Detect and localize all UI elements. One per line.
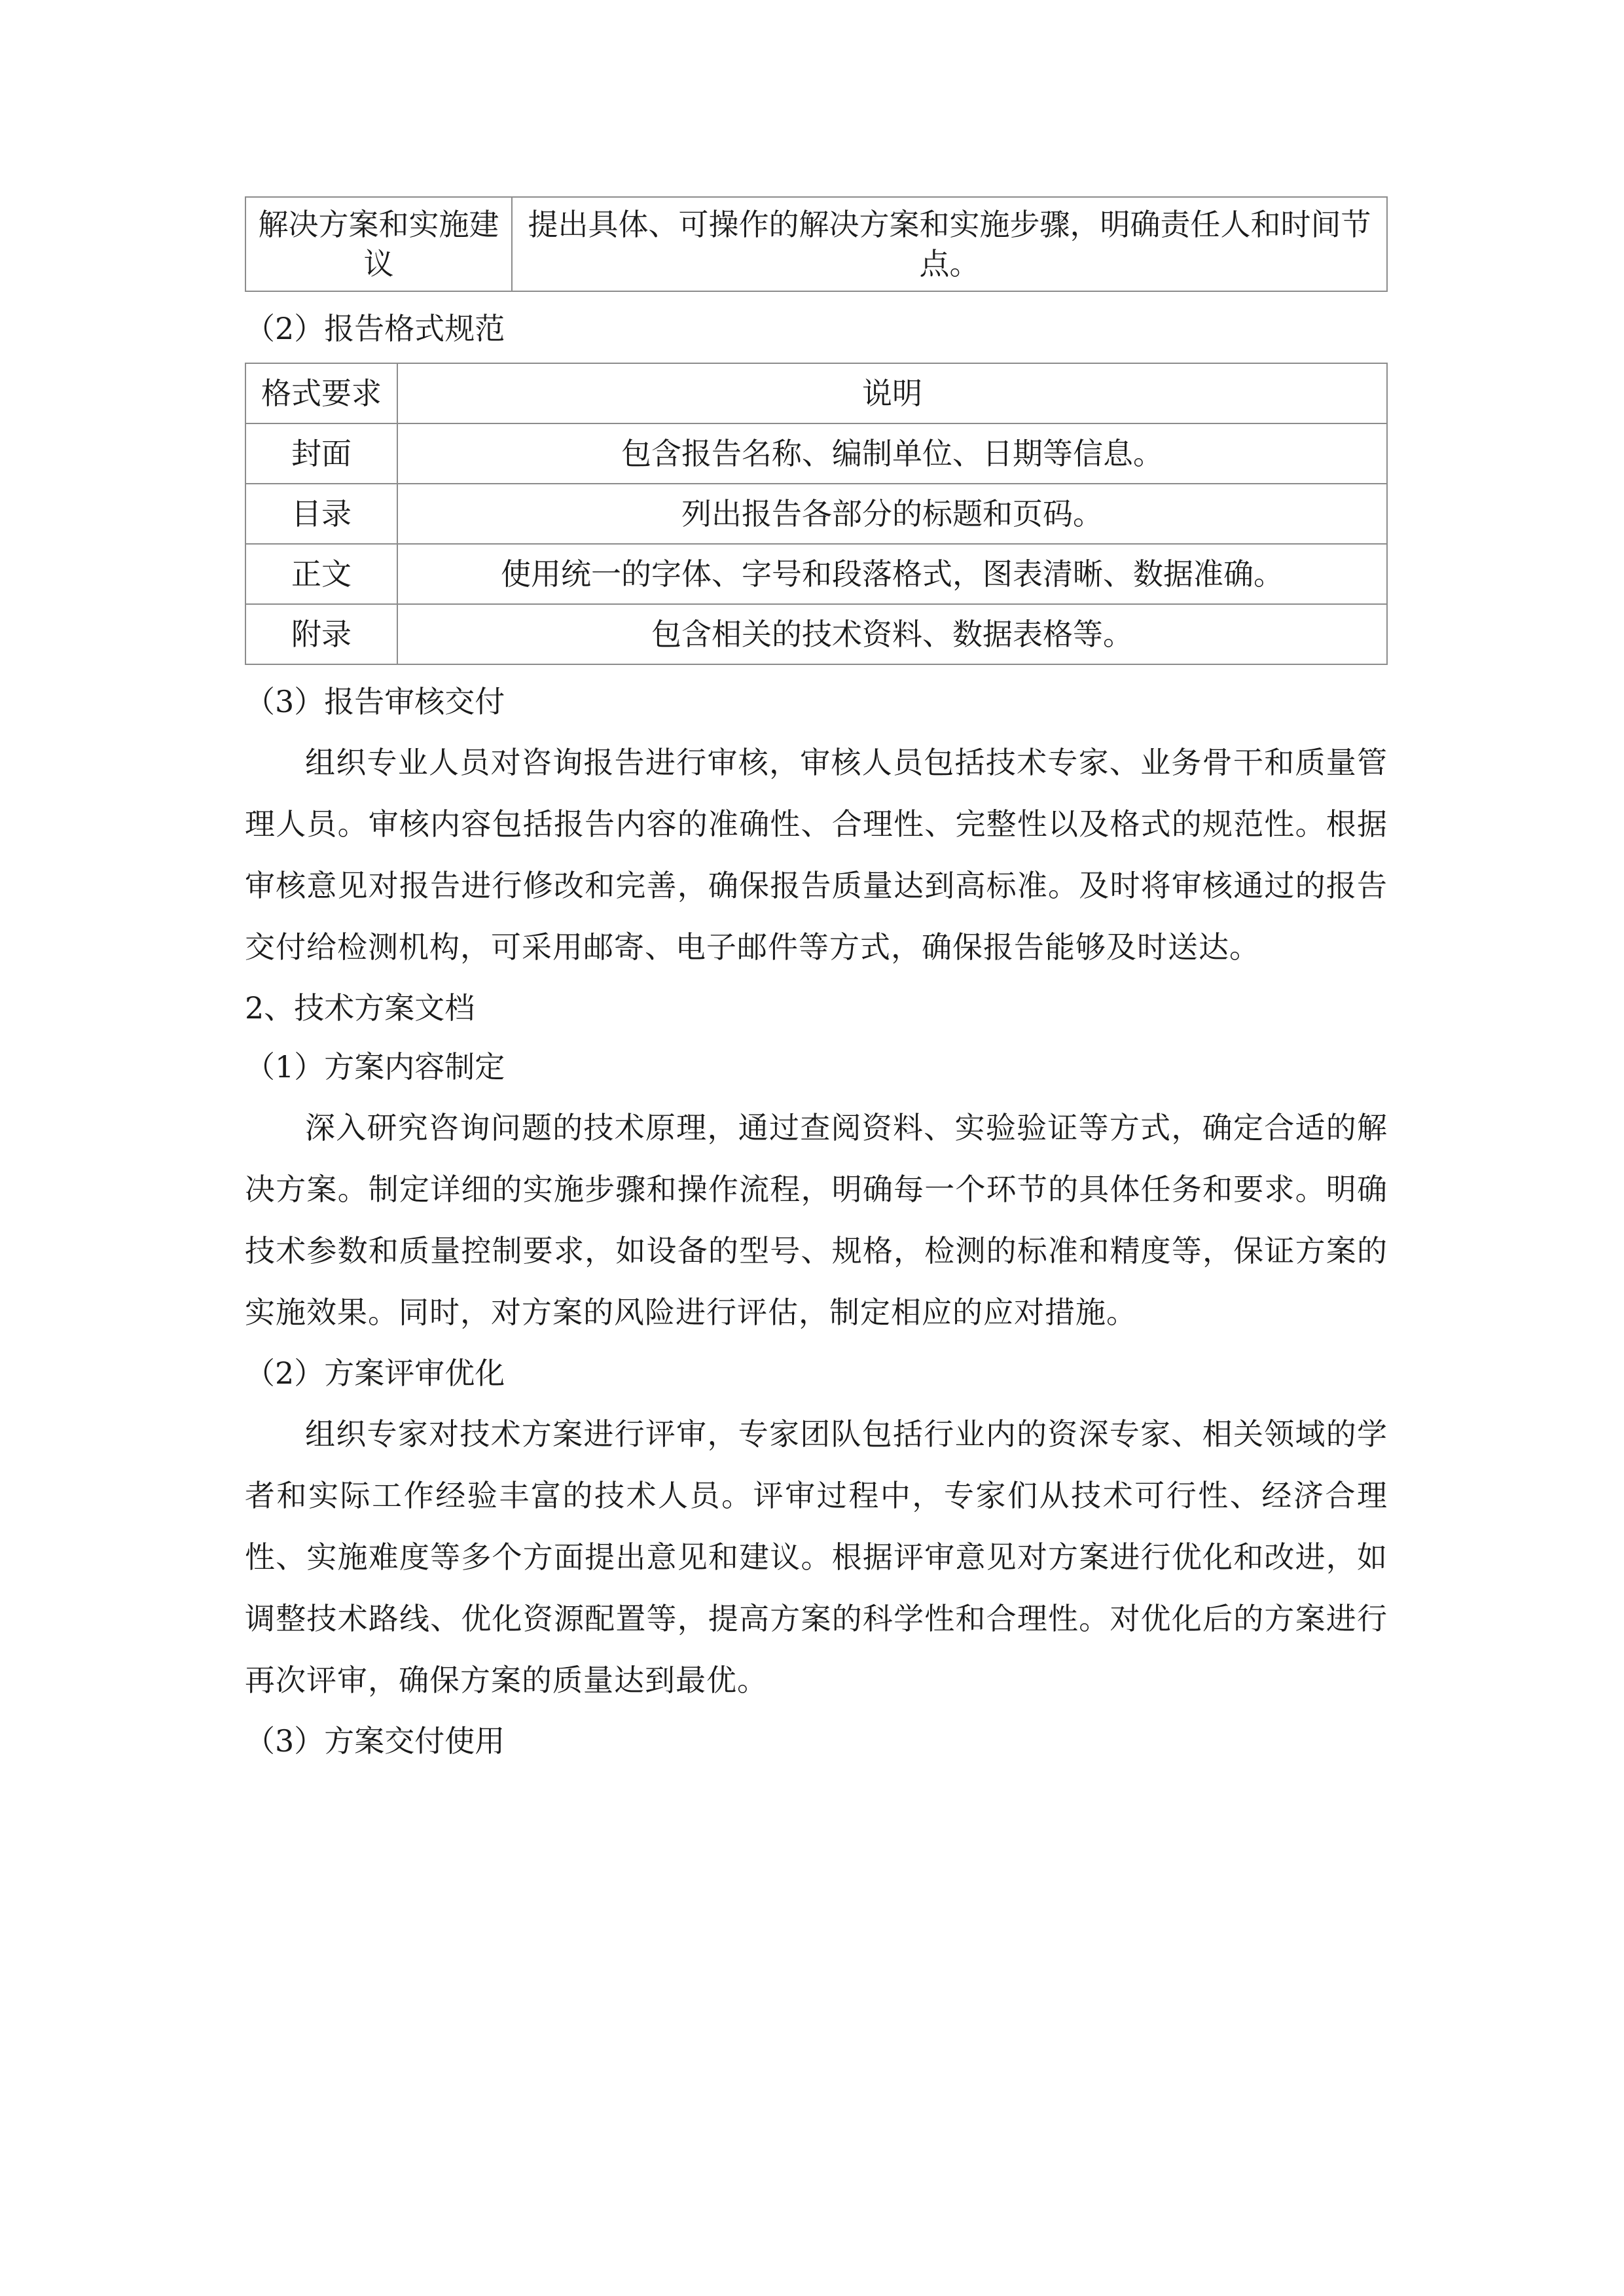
table-cell: 封面 (245, 423, 397, 484)
paragraph: 组织专家对技术方案进行评审，专家团队包括行业内的资深专家、相关领域的学者和实际工作经验丰富的技术人员。评审过程中，专家们从技术可行性、经济合理性、实施难度等多个方面提出意见和建议。根据评审意见对方案进行优化和改进，如调整技术路线、优化资源配置等，提高方案的科学性和合理性。对优化后的方案进行再次评审，确保方案的质量达到最优。 (245, 1416, 1388, 1698)
table-header-row (245, 363, 1387, 423)
format-table (245, 363, 1388, 665)
table-cell: 解决方案和实施建议 (245, 197, 512, 291)
table-cell: 包含相关的技术资料、数据表格等。 (397, 604, 1387, 664)
subsection-heading: （2）方案评审优化 (245, 1355, 505, 1391)
table-row (245, 484, 1387, 544)
table-cell: 正文 (245, 544, 397, 604)
table-cell: 列出报告各部分的标题和页码。 (397, 484, 1387, 544)
paragraph: 深入研究咨询问题的技术原理，通过查阅资料、实验验证等方式，确定合适的解决方案。制定详细的实施步骤和操作流程，明确每一个环节的具体任务和要求。明确技术参数和质量控制要求，如设备的型号、规格，检测的标准和精度等，保证方案的实施效果。同时，对方案的风险进行评估，制定相应的应对措施。 (245, 1110, 1388, 1330)
table-row (245, 423, 1387, 484)
table-header-cell: 格式要求 (245, 363, 397, 423)
document-page (245, 196, 1388, 1761)
subsection-heading: （3）方案交付使用 (245, 1723, 505, 1759)
part-heading: 2、技术方案文档 (245, 990, 475, 1026)
table-row (245, 604, 1387, 664)
subsection-heading: （1）方案内容制定 (245, 1049, 505, 1085)
table-cell: 目录 (245, 484, 397, 544)
table-row (245, 544, 1387, 604)
section-heading: （2）报告格式规范 (245, 311, 505, 346)
table-cell: 包含报告名称、编制单位、日期等信息。 (397, 423, 1387, 484)
solution-table (245, 196, 1388, 292)
table-header-cell: 说明 (397, 363, 1387, 423)
table-row (245, 197, 1387, 291)
table-cell: 提出具体、可操作的解决方案和实施步骤，明确责任人和时间节点。 (512, 197, 1387, 291)
table-cell: 使用统一的字体、字号和段落格式，图表清晰、数据准确。 (397, 544, 1387, 604)
paragraph: 组织专业人员对咨询报告进行审核，审核人员包括技术专家、业务骨干和质量管理人员。审核内容包括报告内容的准确性、合理性、完整性以及格式的规范性。根据审核意见对报告进行修改和完善，确保报告质量达到高标准。及时将审核通过的报告交付给检测机构，可采用邮寄、电子邮件等方式，确保报告能够及时送达。 (245, 745, 1388, 965)
section-heading: （3）报告审核交付 (245, 684, 505, 719)
table-cell: 附录 (245, 604, 397, 664)
